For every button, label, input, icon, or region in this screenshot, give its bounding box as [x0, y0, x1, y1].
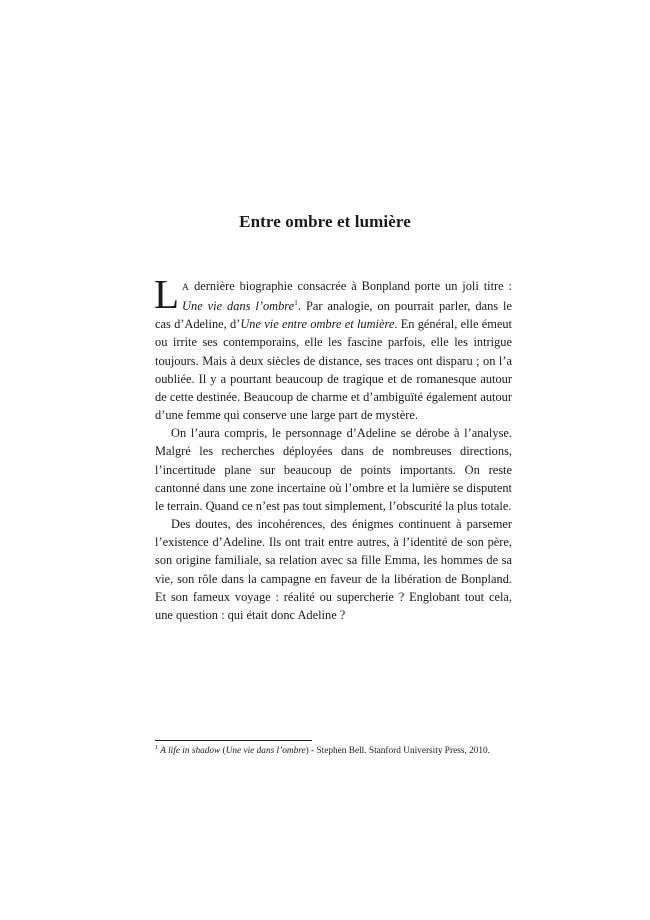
chapter-title: Entre ombre et lumière [239, 212, 411, 231]
paragraph-2: On l’aura compris, le personnage d’Adeline se dérobe à l’analyse. Malgré les recherches déployées dans de nombreuses directions, l’incertitude plane sur beaucoup de points importants. On reste cantonné dans une zone incertaine où l’ombre et la lumière se disputent le terrain. Quand ce n’est pas tout simplement, l’obscurité la plus totale. [155, 426, 512, 513]
paragraph-3: Des doutes, des incohérences, des énigmes continuent à parsemer l’existence d’Adeline. Ils ont trait entre autres, à l’identité de son père, son origine familiale, sa relation avec sa fille Emma, les hommes de sa vie, son rôle dans la campagne en faveur de la libération de Bonpland. Et son fameux voyage : réalité ou supercherie ? Englobant tout cela, une question : qui était donc Adeline ? [155, 517, 512, 622]
footnote [155, 745, 535, 757]
paragraph-1 [154, 271, 512, 424]
footnote-text-a: ( [220, 746, 226, 756]
footnote-reference[interactable]: 1 [294, 298, 298, 308]
analogy-title-italic: Une vie entre ombre et lumière [240, 317, 395, 332]
paragraph-1-text-a: dernière biographie consacrée à Bonpland porte un joli titre : [189, 279, 512, 293]
footnote-mark: 1 [155, 743, 159, 751]
footnote-text-b: ) - Stephen Bell. Stanford University Press, 2010. [305, 746, 491, 756]
small-cap: A [182, 283, 190, 293]
footnote-title-english: A life in shadow [160, 746, 221, 756]
paragraph-1-text-b: . Par analogie, on pourrait parler, dans le cas d’Adeline, d’ [155, 299, 512, 332]
footnote-separator [155, 740, 312, 741]
paragraph-1-text-c: . En général, elle émeut ou irrite ses contemporains, elle les fascine parfois, elle les intrigue toujours. Mais à deux siècles de distance, ses traces ont disparu ; on l’a oubliée. Il y a pourtant beaucoup de tragique et de romanesque autour de cette destinée. Beaucoup de charme et d’ambiguïté également autour d’une femme qui conserve une large part de mystère. [155, 317, 512, 423]
drop-cap: L [154, 271, 180, 317]
body-text [154, 271, 512, 624]
book-title-italic: Une vie dans l’ombre [182, 299, 295, 314]
footnote-title-french: Une vie dans l’ombre [225, 746, 306, 756]
